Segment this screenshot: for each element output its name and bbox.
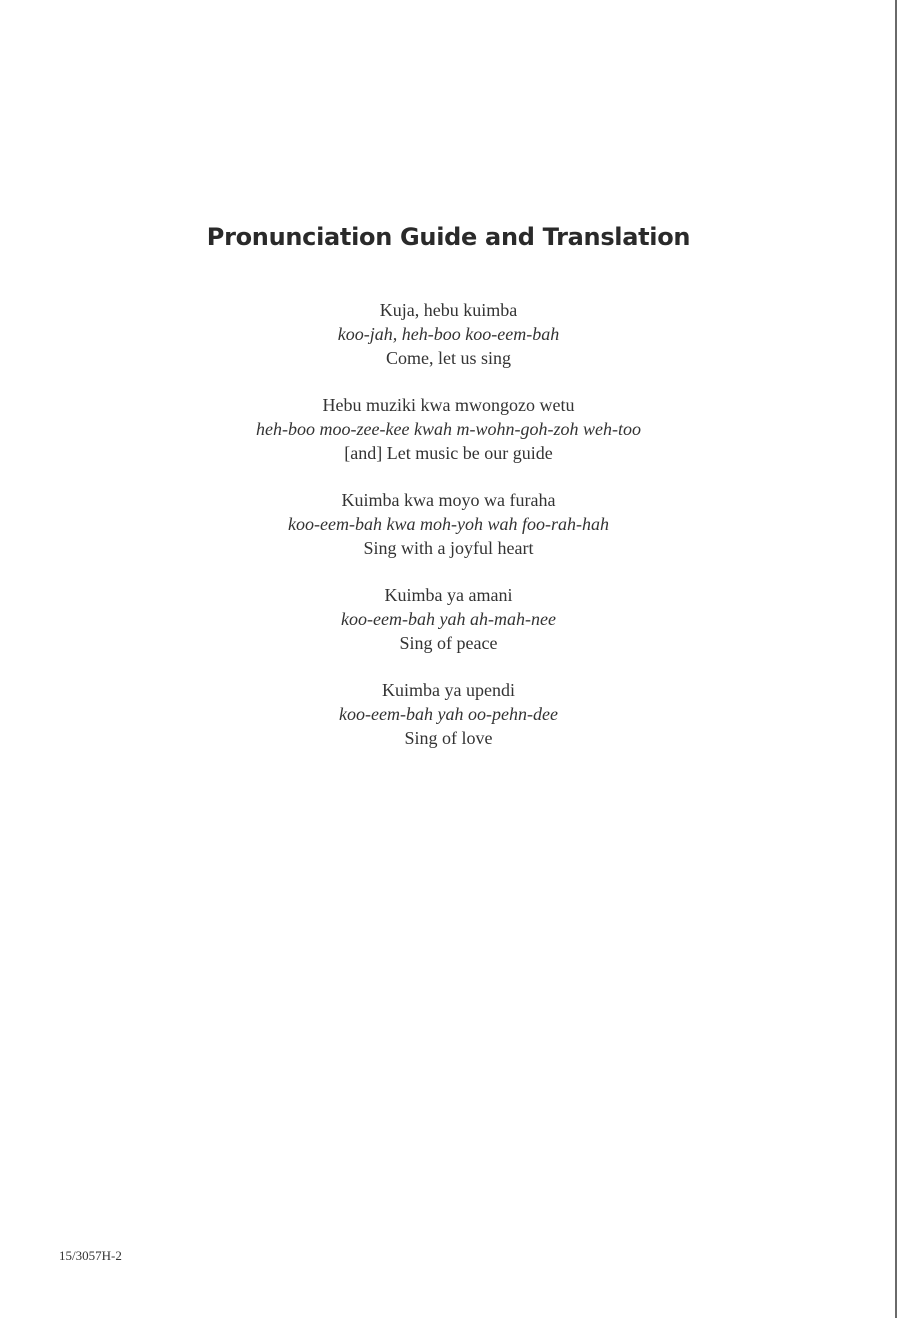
translation-line: [and] Let music be our guide — [344, 443, 553, 463]
pronunciation-line: koo-jah, heh-boo koo-eem-bah — [337, 324, 560, 344]
pronunciation-line: koo-eem-bah yah oo-pehn-dee — [339, 704, 558, 724]
stanza-3 — [0, 488, 897, 560]
swahili-line: Kuja, hebu kuimba — [379, 300, 518, 320]
swahili-line: Kuimba ya upendi — [382, 680, 515, 700]
translation-line: Sing of peace — [399, 633, 498, 653]
swahili-line: Hebu muziki kwa mwongozo wetu — [322, 395, 575, 415]
pronunciation-line: koo-eem-bah yah ah-mah-nee — [341, 609, 556, 629]
translation-line: Come, let us sing — [386, 348, 511, 368]
swahili-line: Kuimba kwa moyo wa furaha — [341, 490, 556, 510]
stanza-5 — [0, 678, 897, 750]
stanza-4 — [0, 583, 897, 655]
pronunciation-line: heh-boo moo-zee-kee kwah m-wohn-goh-zoh weh-too — [256, 419, 641, 439]
footer-catalog-code: 15/3057H-2 — [59, 1248, 122, 1263]
lyrics-list — [0, 298, 897, 773]
pronunciation-line: koo-eem-bah kwa moh-yoh wah foo-rah-hah — [288, 514, 609, 534]
translation-line: Sing with a joyful heart — [363, 538, 534, 558]
swahili-line: Kuimba ya amani — [384, 585, 513, 605]
stanza-1 — [0, 298, 897, 370]
stanza-2 — [0, 393, 897, 465]
translation-line: Sing of love — [404, 728, 493, 748]
page-title: Pronunciation Guide and Translation — [206, 223, 691, 251]
